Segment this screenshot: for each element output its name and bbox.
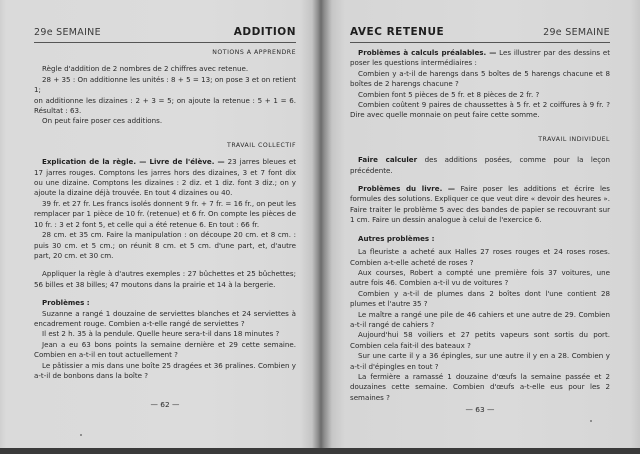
notion-line: On peut faire poser ces additions. [42,116,163,126]
problem-item: Le pâtissier a mis dans une boîte 25 dragées et 36 pralines. Combien y a-t-il de bonbons dans la boîte ? [34,360,296,380]
appliquer-paragraph: Appliquer la règle à d'autres exemples : 27 bûchettes et 25 bûchettes; 56 billes et 38 billes; 47 moutons dans la prairie et 14 à la bergerie. [34,269,296,289]
rubric-individuel: TRAVAIL INDIVIDUEL [538,135,610,143]
prealables-intro: Les illustrer par des dessins et poser les questions intermédiaires : [350,48,610,68]
explication-paragraph: 28 cm. et 35 cm. Faire la manipulation : on découpe 20 cm. et 8 cm. : puis 30 cm. et 5 cm.; on réunit 8 cm. et 5 cm. d'une part, et, d'autre part, 20 cm. et 30 cm. [34,230,296,260]
page-number: — 62 — [150,400,180,409]
autres-title: Autres problèmes : [358,233,435,243]
faire-calculer-paragraph [350,155,610,176]
problem-item: Il est 2 h. 35 à la pendule. Quelle heure sera-t-il dans 18 minutes ? [42,329,280,339]
prealables-paragraph [350,48,610,69]
problem-item: Jean a eu 63 bons points la semaine dernière et 29 cette semaine. Combien en a-t-il en tout actuellement ? [34,339,296,360]
prealable-item: Combien font 5 pièces de 5 fr. et 8 pièces de 2 fr. ? [358,89,540,99]
scan-bottom-edge [0,448,640,454]
problem-item: La fermière a ramassé 1 douzaine d'œufs la semaine passée et 2 douzaines cette semaine. Combien d'œufs a-t-elle eus pour les 2 semaines ? [350,371,610,402]
autres-heading [350,234,610,244]
problem-item: Sur une carte il y a 36 épingles, sur une autre il y en a 28. Combien y a-t-il d'épingles en tout ? [350,351,610,371]
paper-speck [590,420,592,422]
livre-paragraph [350,184,610,226]
prealable-item: Combien coûtent 9 paires de chaussettes à 5 fr. et 2 coiffures à 9 fr. ? Dire avec quelle monnaie on peut faire cette somme. [350,100,610,120]
left-page [34,0,296,448]
explication-text: 23 jarres bleues et 17 jarres rouges. Comptons les jarres hors des dizaines, 3 et 7 font dix ou une dizaine. Comptons les dizaines : 2 diz. et 1 diz. font 3 diz.; on y ajoute la dizaine déjà trouvée. En tout 4 dizaines ou 40. [34,157,296,198]
notion-line: Règle d'addition de 2 nombres de 2 chiffres avec retenue. [42,64,249,74]
rubric-notions: NOTIONS A APPRENDRE [212,49,296,56]
right-page-body [350,48,610,403]
problemes-title: Problèmes : [42,298,90,308]
explication-paragraph [34,157,296,199]
prealables-title: Problèmes à calculs préalables. — [358,48,497,57]
problemes-heading [34,298,296,308]
livre-text: Faire poser les additions et écrire les formules des solutions. Expliquer ce que veut dire « devoir des heures ». Faire traiter le problème 5 avec des bandes de papier se recouvrant sur 1 cm. Faire un dessin analogue à celui de l'exercice 6. [350,184,610,225]
problem-item: Le maître a rangé une pile de 46 cahiers et une autre de 29. Combien a-t-il rangé de cahiers ? [350,309,610,329]
paper-speck [80,434,82,436]
problem-item: La fleuriste a acheté aux Halles 27 roses rouges et 24 roses roses. Combien a-t-elle acheté de roses ? [350,247,610,267]
page-title: AVEC RETENUE [350,26,445,38]
faire-calculer-bold: Faire calculer [358,155,418,165]
explication-title: Explication de la règle. — Livre de l'élève. — [42,157,225,167]
faire-calculer-text: des additions posées, comme pour la leçon précédente. [350,155,610,175]
notion-line: on additionne les dizaines : 2 + 3 = 5; on ajoute la retenue : 5 + 1 = 6. Résultat : 63. [34,95,296,116]
rubric-collectif: TRAVAIL COLLECTIF [227,141,296,149]
livre-title: Problèmes du livre. — [358,184,456,194]
problem-item: Combien y a-t-il de plumes dans 2 boîtes dont l'une contient 28 plumes et l'autre 35 ? [350,288,610,309]
week-label: 29e SEMAINE [34,27,101,38]
explication-paragraph: 39 fr. et 27 fr. Les francs isolés donnent 9 fr. + 7 fr. = 16 fr., on peut les remplacer par 1 pièce de 10 fr. (retenue) et 6 fr. On compte les pièces de 10 fr. : 3 et 2 font 5, et celle qui a été retenue 6. En tout : 66 fr. [34,198,296,229]
week-label: 29e SEMAINE [543,27,610,38]
problem-item: Aux courses, Robert a compté une première fois 37 voitures, une autre fois 46. Combien a-t-il vu de voitures ? [350,267,610,288]
page-title: ADDITION [233,26,296,38]
right-page-header [350,24,610,43]
page-number: — 63 — [465,405,495,414]
problem-item: Aujourd'hui 58 voiliers et 27 petits vapeurs sont sortis du port. Combien cela fait-il des bateaux ? [350,330,610,350]
right-page [350,0,610,448]
left-page-header [34,24,296,43]
left-page-body [34,48,296,381]
notion-line: 28 + 35 : On additionne les unités : 8 + 5 = 13; on pose 3 et on retient 1; [34,74,296,95]
problem-item: Suzanne a rangé 1 douzaine de serviettes blanches et 24 serviettes à encadrement rouge. Combien a-t-elle rangé de serviettes ? [34,308,296,328]
prealable-item: Combien y a-t-il de harengs dans 5 boîtes de 5 harengs chacune et 8 boîtes de 2 harengs chacune ? [350,68,610,89]
